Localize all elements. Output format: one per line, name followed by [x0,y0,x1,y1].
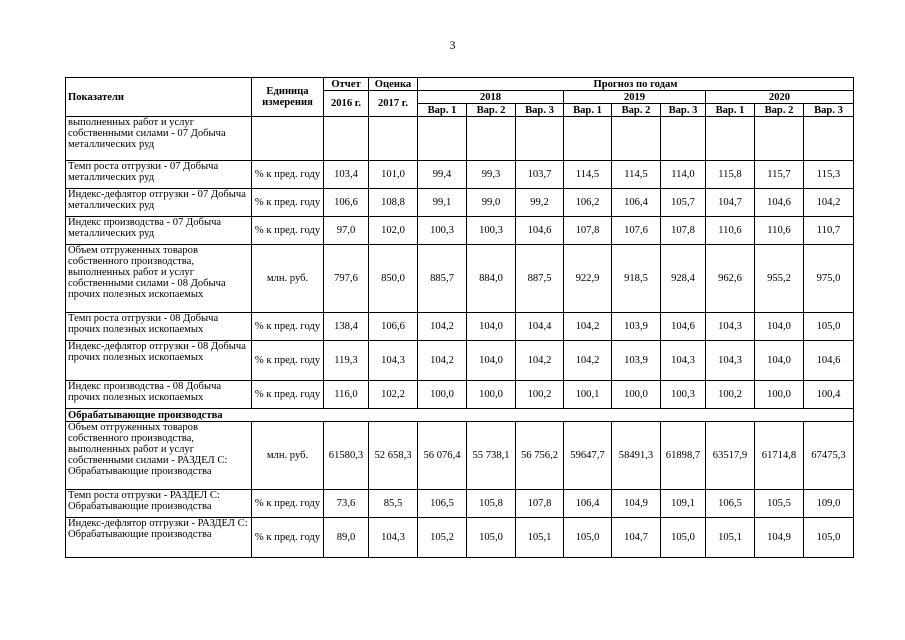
header-year: 2020 [706,91,854,104]
value-cell: 104,2 [804,189,854,217]
value-cell: 102,2 [369,381,418,409]
header-unit: Единица измерения [252,78,324,117]
value-cell: 107,8 [661,217,706,245]
table-row [66,341,854,381]
value-cell: 100,4 [804,381,854,409]
value-cell: 104,3 [369,518,418,558]
value-cell: 104,2 [564,313,612,341]
value-cell: 115,3 [804,161,854,189]
value-cell: 99,2 [516,189,564,217]
value-cell: 97,0 [324,217,369,245]
value-cell: 59647,7 [564,422,612,490]
indicator-cell: Индекс-дефлятор отгрузки - 08 Добыча прочих полезных ископаемых [66,341,252,381]
value-cell: 105,0 [661,518,706,558]
value-cell [804,117,854,161]
value-cell: 99,1 [418,189,467,217]
header-variant: Вар. 2 [467,104,516,117]
value-cell [564,117,612,161]
value-cell [516,117,564,161]
value-cell: 73,6 [324,490,369,518]
value-cell: 114,5 [564,161,612,189]
value-cell: 108,8 [369,189,418,217]
value-cell: 105,0 [564,518,612,558]
value-cell: 103,4 [324,161,369,189]
value-cell: 56 076,4 [418,422,467,490]
value-cell: 104,0 [755,313,804,341]
indicator-cell: Объем отгруженных товаров собственного производства, выполненных работ и услуг собственными силами - РАЗДЕЛ С: Обрабатывающие производства [66,422,252,490]
value-cell: 110,6 [706,217,755,245]
value-cell: 100,2 [516,381,564,409]
table-row [66,117,854,161]
value-cell: 104,6 [804,341,854,381]
unit-cell: млн. руб. [252,422,324,490]
value-cell: 100,0 [467,381,516,409]
value-cell: 89,0 [324,518,369,558]
header-variant: Вар. 3 [661,104,706,117]
value-cell: 104,9 [755,518,804,558]
value-cell: 100,2 [706,381,755,409]
value-cell [706,117,755,161]
value-cell: 850,0 [369,245,418,313]
value-cell: 955,2 [755,245,804,313]
value-cell: 104,6 [755,189,804,217]
indicator-cell: Темп роста отгрузки - 07 Добыча металлических руд [66,161,252,189]
value-cell [324,117,369,161]
value-cell: 104,0 [467,313,516,341]
value-cell: 105,2 [418,518,467,558]
value-cell: 105,7 [661,189,706,217]
value-cell: 104,2 [418,313,467,341]
value-cell: 104,3 [369,341,418,381]
header-variant: Вар. 2 [612,104,661,117]
value-cell: 104,7 [612,518,661,558]
value-cell: 114,0 [661,161,706,189]
header-variant: Вар. 1 [418,104,467,117]
value-cell: 58491,3 [612,422,661,490]
value-cell: 109,1 [661,490,706,518]
value-cell: 100,1 [564,381,612,409]
unit-cell: % к пред. году [252,518,324,558]
value-cell: 884,0 [467,245,516,313]
unit-cell [252,117,324,161]
value-cell: 104,3 [661,341,706,381]
value-cell: 105,1 [516,518,564,558]
value-cell: 107,8 [564,217,612,245]
header-variant: Вар. 1 [564,104,612,117]
indicator-cell: Индекс производства - 07 Добыча металлических руд [66,217,252,245]
value-cell: 918,5 [612,245,661,313]
header-report-year: 2016 г. [324,91,369,117]
indicator-cell: Индекс-дефлятор отгрузки - РАЗДЕЛ С: Обрабатывающие производства [66,518,252,558]
table-row [66,189,854,217]
value-cell: 104,3 [706,341,755,381]
value-cell: 110,6 [755,217,804,245]
value-cell: 101,0 [369,161,418,189]
header-estimate-year: 2017 г. [369,91,418,117]
indicator-cell: Индекс производства - 08 Добыча прочих полезных ископаемых [66,381,252,409]
forecast-table [65,77,854,558]
table-row [66,245,854,313]
value-cell: 102,0 [369,217,418,245]
unit-cell: млн. руб. [252,245,324,313]
value-cell: 61580,3 [324,422,369,490]
value-cell: 928,4 [661,245,706,313]
header-year: 2019 [564,91,706,104]
indicator-cell: Темп роста отгрузки - РАЗДЕЛ С: Обрабатывающие производства [66,490,252,518]
value-cell: 797,6 [324,245,369,313]
header-variant: Вар. 1 [706,104,755,117]
value-cell [369,117,418,161]
value-cell: 106,4 [564,490,612,518]
value-cell: 115,8 [706,161,755,189]
page-number: 3 [449,38,456,52]
unit-cell: % к пред. году [252,189,324,217]
value-cell: 104,6 [661,313,706,341]
value-cell: 100,3 [661,381,706,409]
value-cell: 119,3 [324,341,369,381]
value-cell: 67475,3 [804,422,854,490]
indicator-cell: выполненных работ и услуг собственными силами - 07 Добыча металлических руд [66,117,252,161]
value-cell [418,117,467,161]
value-cell: 99,4 [418,161,467,189]
section-title: Обрабатывающие производства [66,409,854,422]
value-cell: 107,8 [516,490,564,518]
value-cell: 104,7 [706,189,755,217]
value-cell: 56 756,2 [516,422,564,490]
value-cell: 100,3 [418,217,467,245]
table-header [66,78,854,117]
value-cell: 103,7 [516,161,564,189]
unit-cell: % к пред. году [252,161,324,189]
value-cell: 104,6 [516,217,564,245]
indicator-cell: Индекс-дефлятор отгрузки - 07 Добыча металлических руд [66,189,252,217]
value-cell: 99,0 [467,189,516,217]
value-cell: 106,6 [369,313,418,341]
unit-cell: % к пред. году [252,381,324,409]
value-cell: 103,9 [612,313,661,341]
table-row [66,490,854,518]
value-cell: 106,6 [324,189,369,217]
indicator-cell: Темп роста отгрузки - 08 Добыча прочих полезных ископаемых [66,313,252,341]
value-cell: 100,0 [612,381,661,409]
table-row [66,518,854,558]
value-cell: 104,2 [418,341,467,381]
value-cell: 85,5 [369,490,418,518]
value-cell: 100,0 [418,381,467,409]
value-cell: 103,9 [612,341,661,381]
value-cell: 106,5 [706,490,755,518]
value-cell: 105,1 [706,518,755,558]
value-cell: 104,9 [612,490,661,518]
header-variant: Вар. 2 [755,104,804,117]
unit-cell: % к пред. году [252,217,324,245]
unit-cell: % к пред. году [252,313,324,341]
value-cell: 106,4 [612,189,661,217]
value-cell: 975,0 [804,245,854,313]
value-cell: 962,6 [706,245,755,313]
value-cell: 55 738,1 [467,422,516,490]
unit-cell: % к пред. году [252,490,324,518]
value-cell: 105,0 [467,518,516,558]
value-cell: 105,5 [755,490,804,518]
header-report: Отчет [324,78,369,91]
value-cell: 106,2 [564,189,612,217]
value-cell: 52 658,3 [369,422,418,490]
value-cell: 104,2 [564,341,612,381]
value-cell: 105,0 [804,518,854,558]
value-cell [467,117,516,161]
value-cell: 104,0 [755,341,804,381]
value-cell: 61714,8 [755,422,804,490]
header-variant: Вар. 3 [804,104,854,117]
value-cell: 100,3 [467,217,516,245]
value-cell: 100,0 [755,381,804,409]
value-cell [612,117,661,161]
value-cell: 109,0 [804,490,854,518]
value-cell: 138,4 [324,313,369,341]
header-estimate: Оценка [369,78,418,91]
value-cell: 107,6 [612,217,661,245]
value-cell: 116,0 [324,381,369,409]
value-cell: 61898,7 [661,422,706,490]
value-cell: 63517,9 [706,422,755,490]
header-year: 2018 [418,91,564,104]
value-cell: 110,7 [804,217,854,245]
value-cell: 99,3 [467,161,516,189]
value-cell [661,117,706,161]
value-cell: 887,5 [516,245,564,313]
indicator-cell: Объем отгруженных товаров собственного производства, выполненных работ и услуг собственными силами - 08 Добыча прочих полезных ископаемых [66,245,252,313]
value-cell: 115,7 [755,161,804,189]
table-row [66,422,854,490]
value-cell: 105,8 [467,490,516,518]
table-body [66,117,854,558]
section-row [66,409,854,422]
value-cell: 105,0 [804,313,854,341]
value-cell [755,117,804,161]
value-cell: 104,4 [516,313,564,341]
table-row [66,313,854,341]
header-variant: Вар. 3 [516,104,564,117]
value-cell: 104,2 [516,341,564,381]
table-row [66,161,854,189]
value-cell: 922,9 [564,245,612,313]
value-cell: 104,0 [467,341,516,381]
value-cell: 104,3 [706,313,755,341]
table-row [66,381,854,409]
table-row [66,217,854,245]
header-forecast: Прогноз по годам [418,78,854,91]
unit-cell: % к пред. году [252,341,324,381]
value-cell: 106,5 [418,490,467,518]
value-cell: 885,7 [418,245,467,313]
value-cell: 114,5 [612,161,661,189]
header-indicators: Показатели [66,78,252,117]
